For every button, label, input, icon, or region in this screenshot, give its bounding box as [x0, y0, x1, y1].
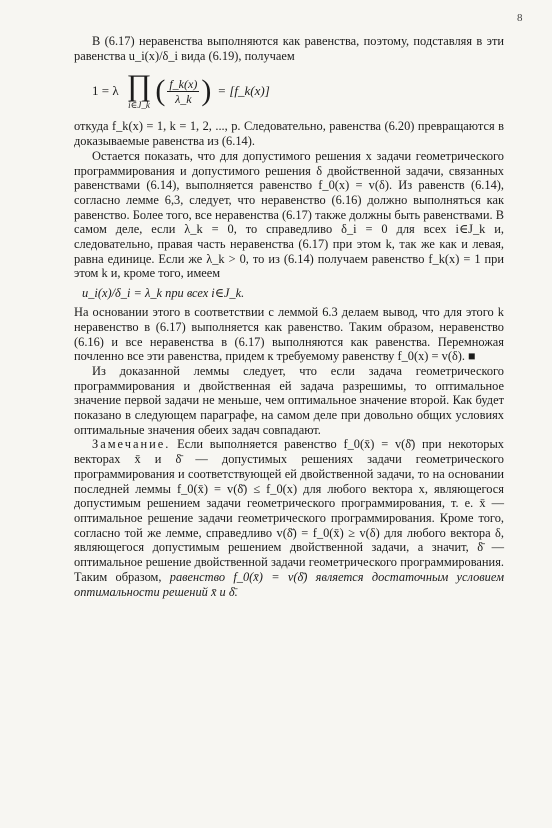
paragraph-6-body: Если выполняется равенство f_0(x̄) = v(δ̄) при некоторых векторах x̄ и δ̄ — допустимых решениях задачи геометрического программирования и соответствующей ей двойственной задачи, то на основании последней леммы f_0(x̄) = v(δ̄) ≤ f_0(x) для любого вектора x, являющегося допустимым решением задачи геометрического программирования, т. е. x̄ — оптимальное решение задачи геометрического программирования. Кроме того, согласно той же лемме, справедливо v(δ̄) = f_0(x̄) ≥ v(δ) для любого вектора δ, являющегося допустимым решением двойственной задачи, а значит, δ̄ — оптимальное решение двойственной задачи геометрического программирования. Таким образом,	[74, 437, 504, 584]
product-symbol: ∏ i∈J_k	[126, 69, 152, 111]
formula-product: 1 = λ ∏ i∈J_k ( $\frac{f\_k(x)}{\lambda\_k}$ ) = [f_k(x)]	[92, 69, 270, 111]
formula-ratio: u_i(x)/δ_i = λ_k при всех i∈J_k.	[82, 286, 245, 301]
paragraph-6-conclusion: равенство f_0(x̄) = v(δ̄) является достаточным условием оптимальности решений x̄ и δ̄.	[74, 569, 504, 599]
formula-rhs: = [f_k(x)]	[217, 83, 270, 99]
product-index: i∈J_k	[128, 100, 150, 111]
formula-lhs: 1 = λ	[92, 83, 119, 99]
formula-fraction	[167, 77, 199, 106]
fraction-denominator: λ_k	[175, 91, 192, 106]
paragraph-3: Остается показать, что для допустимого решения x задачи геометрического программирования и допустимого решения δ двойственной задачи, связанных равенствами (6.14), выполняется равенство f_0(x) = v(δ). Из равенств (6.14), согласно лемме 6,3, следует, что неравенство (6.16) должно выполняться как равенство. Более того, все неравенства (6.17) также должны быть равенствами. В самом деле, если λ_k = 0, то справедливо δ_i = 0 для всех i∈J_k и, следовательно, правая часть неравенства (6.17) при этом k, так же как и левая, равна единице. Если же λ_k > 0, то из (6.14) получаем равенство f_k(x) = 1 при этом k и, кроме того, имеем	[74, 148, 504, 281]
paragraph-4: На основании этого в соответствии с леммой 6.3 делаем вывод, что для этого k неравенство в (6.17) выполняется как равенство. Таким образом, неравенство (6.16) и все неравенства в (6.17) выполняются как равенства. Перемножая почленно все эти равенства, придем к требуемому равенству f_0(x) = v(δ). ■	[74, 305, 504, 364]
paragraph-1: В (6.17) неравенства выполняются как равенства, поэтому, подставляя в эти равенства u_i(x)/δ_i вида (6.19), получаем	[74, 34, 504, 63]
page-mark: 8	[517, 12, 523, 24]
remark-label: Замечание.	[92, 437, 171, 452]
paragraph-6	[74, 437, 504, 599]
paragraph-2: откуда f_k(x) = 1, k = 1, 2, ..., p. Следовательно, равенства (6.20) превращаются в доказываемые равенства из (6.14).	[74, 119, 504, 149]
paragraph-5: Из доказанной леммы следует, что если задача геометрического программирования и двойственная ей задача разрешимы, то оптимальное значение первой задачи не меньше, чем оптимальное значение второй. Как будет показано в следующем параграфе, на самом деле при довольно общих условиях оптимальные значения обеих задач совпадают.	[74, 363, 504, 437]
fraction-numerator: f_k(x)	[169, 76, 198, 91]
